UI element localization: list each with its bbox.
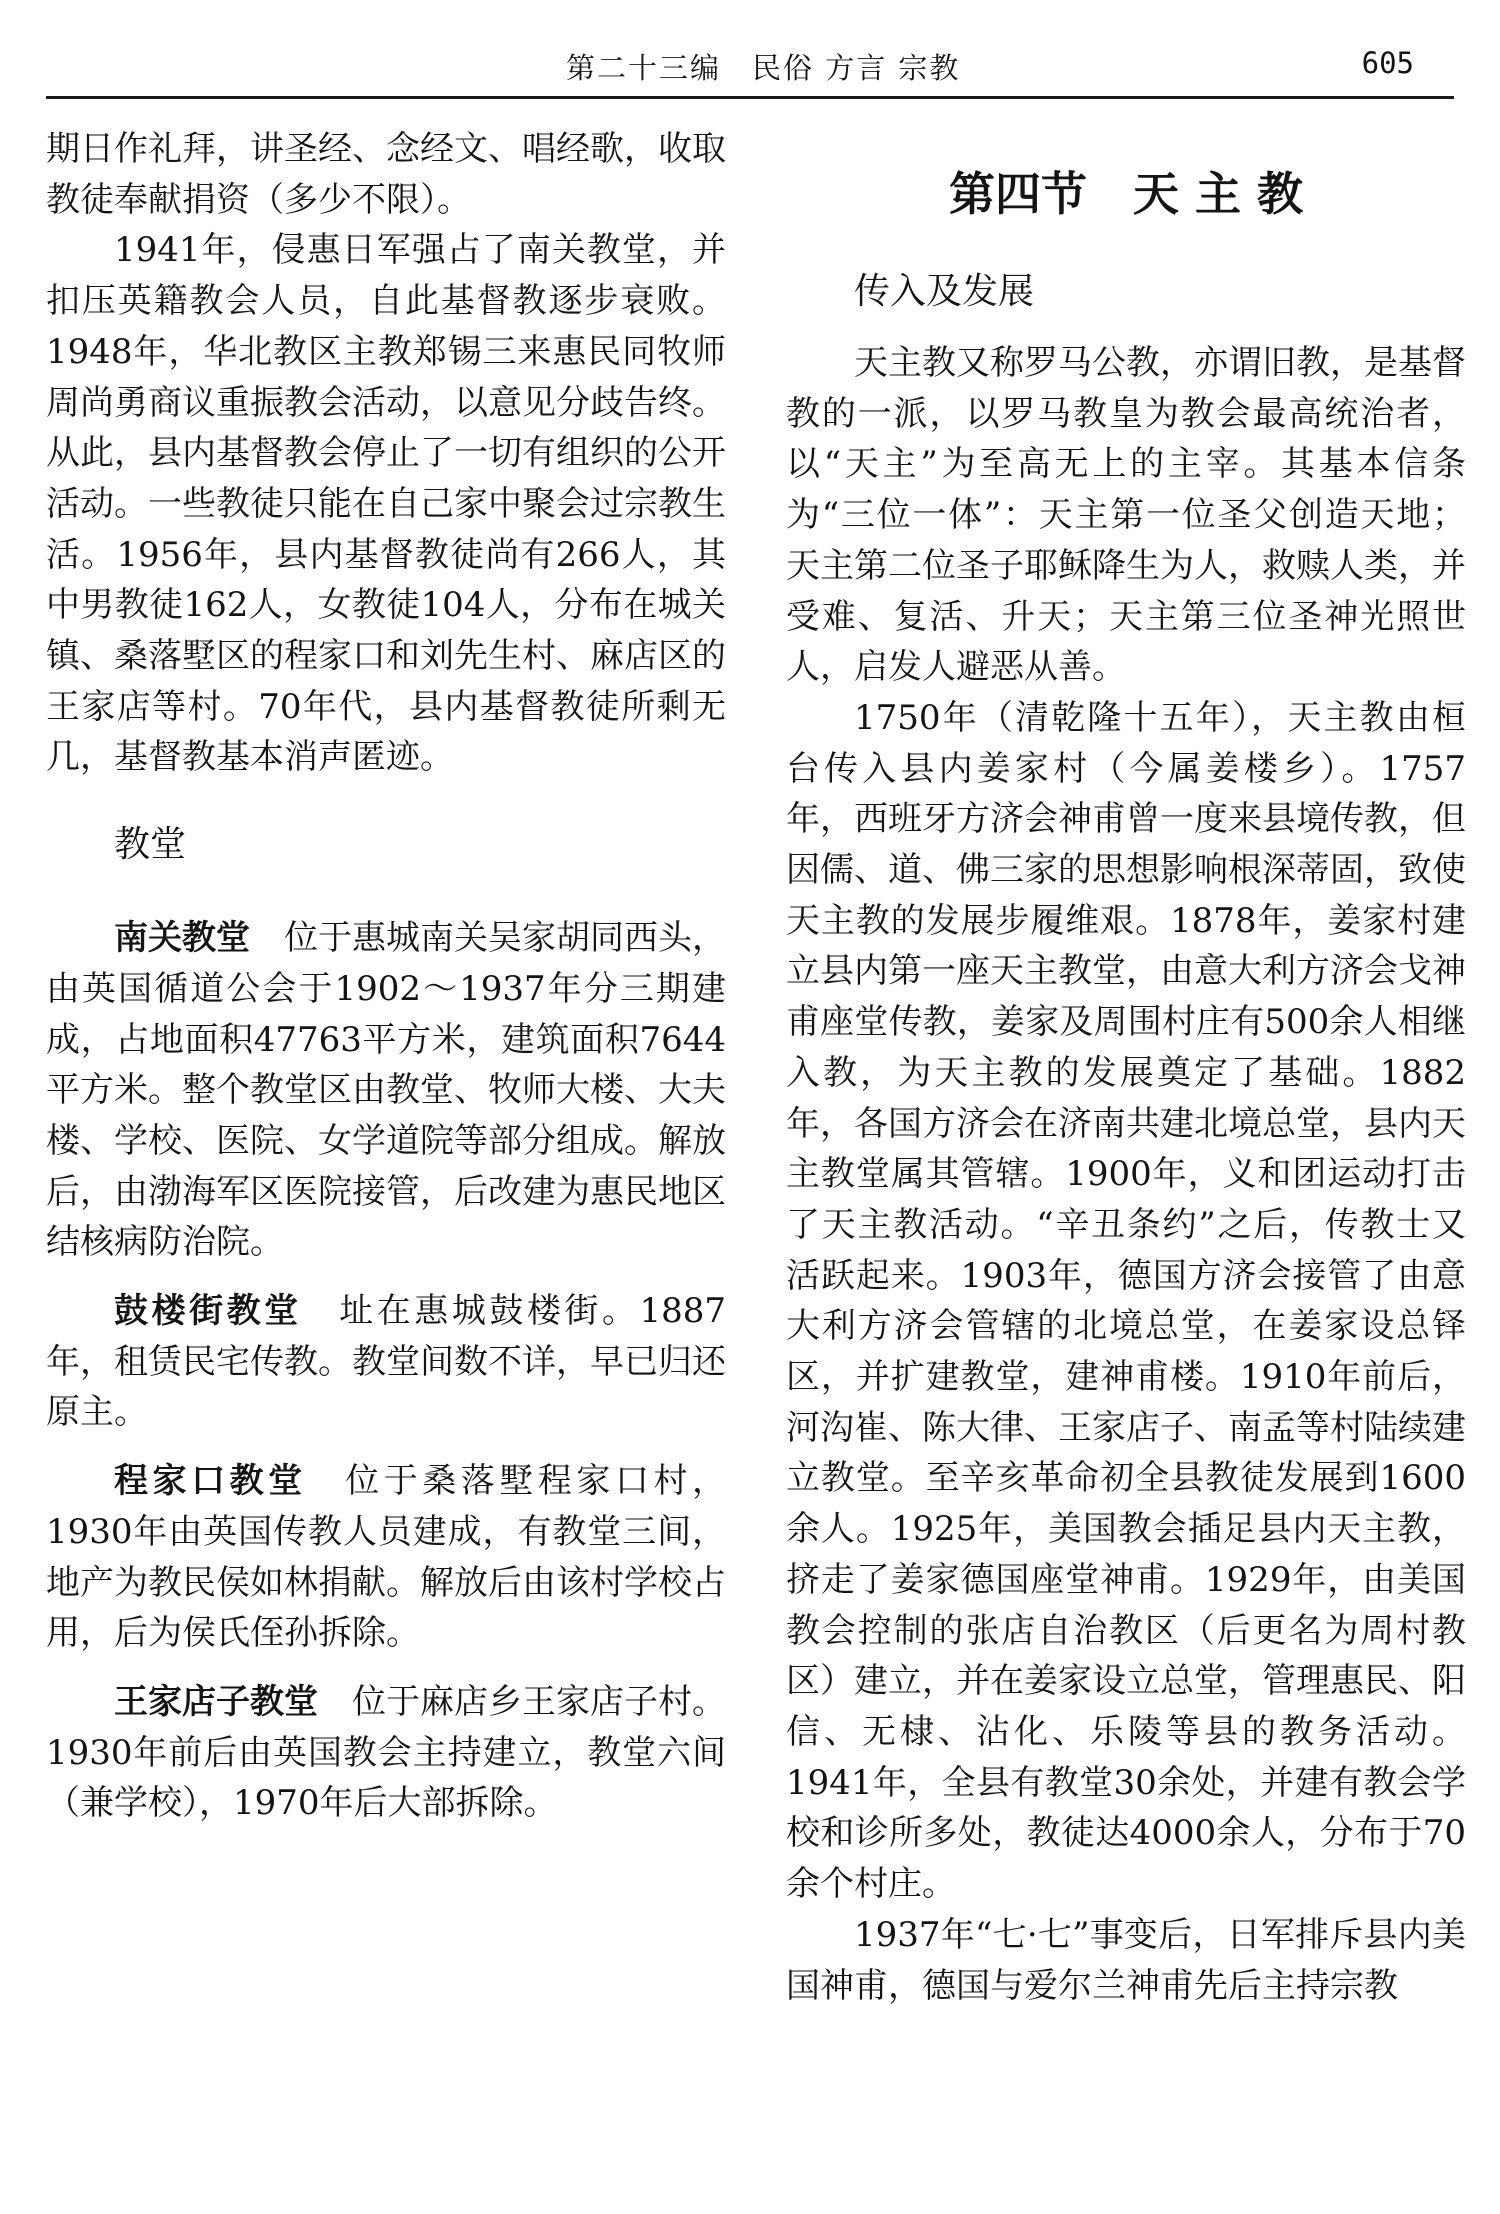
section-title: 第四节 天 主 教 [948, 167, 1304, 221]
church-name: 南关教堂 [114, 918, 250, 959]
church-name: 王家店子教堂 [114, 1681, 318, 1722]
church-entry-nanguan [46, 913, 726, 1268]
church-entry-chengjiakou [46, 1456, 726, 1659]
paragraph-definition: 天主教又称罗马公教，亦谓旧教，是基督教的一派，以罗马教皇为教会最高统治者，以“天主”为至高无上的主宰。其基本信条为“三位一体”：天主第一位圣父创造天地；天主第二位圣子耶稣降生为人，救赎人类，并受难、复活、升天；天主第三位圣神光照世人，启发人避恶从善。 [786, 343, 1466, 688]
church-name: 鼓楼街教堂 [114, 1291, 302, 1332]
church-text: 位于麻店乡王家店子村。1930年前后由英国教会主持建立，教堂六间（兼学校），1970年后大部拆除。 [46, 1681, 726, 1824]
right-column [786, 124, 1466, 2011]
subheading-introduction: 传入及发展 [854, 271, 1035, 312]
left-column [46, 124, 726, 1829]
church-entry-wangjiadianzi [46, 1677, 726, 1829]
church-text: 位于惠城南关吴家胡同西头，由英国循道公会于1902～1937年分三期建成，占地面积47763平方米，建筑面积7644平方米。整个教堂区由教堂、牧师大楼、大夫楼、学校、医院、女学道院等部分组成。解放后，由渤海军区医院接管，后改建为惠民地区结核病防治院。 [46, 918, 726, 1263]
church-entry-gulou [46, 1286, 726, 1438]
church-name: 程家口教堂 [114, 1461, 307, 1502]
page-number: 605 [1361, 46, 1414, 80]
continued-paragraph: 期日作礼拜，讲圣经、念经文、唱经歌，收取教徒奉献捐资（多少不限）。 [46, 129, 726, 220]
subheading-churches: 教堂 [114, 824, 187, 866]
paragraph-1941: 1941年，侵惠日军强占了南关教堂，并扣压英籍教会人员，自此基督教逐步衰败。1948年，华北教区主教郑锡三来惠民同牧师周尚勇商议重振教会活动，以意见分歧告终。从此，县内基督教会停止了一切有组织的公开活动。一些教徒只能在自己家中聚会过宗教生活。1956年，县内基督教徒尚有266人，其中男教徒162人，女教徒104人，分布在城关镇、桑落墅区的程家口和刘先生村、麻店区的王家店等村。70年代，县内基督教徒所剩无几，基督教基本消声匿迹。 [46, 230, 726, 778]
church-text: 址在惠城鼓楼街。1887年，租赁民宅传教。教堂间数不详，早已归还原主。 [46, 1291, 727, 1433]
church-text: 位于桑落墅程家口村，1930年由英国传教人员建成，有教堂三间，地产为教民侯如林捐献。解放后由该村学校占用，后为侯氏侄孙拆除。 [46, 1461, 727, 1654]
chapter-title: 第二十三编 民俗 方言 宗教 [566, 51, 961, 85]
header-rule [46, 96, 1454, 99]
running-header [46, 46, 1454, 96]
paragraph-1937: 1937年“七·七”事变后，日军排斥县内美国神甫，德国与爱尔兰神甫先后主持宗教 [786, 1914, 1466, 2006]
paragraph-history: 1750年（清乾隆十五年），天主教由桓台传入县内姜家村（今属姜楼乡）。1757年，西班牙方济会神甫曾一度来县境传教，但因儒、道、佛三家的思想影响根深蒂固，致使天主教的发展步履维艰。1878年，姜家村建立县内第一座天主教堂，由意大利方济会戈神甫座堂传教，姜家及周围村庄有500余人相继入教，为天主教的发展奠定了基础。1882年，各国方济会在济南共建北境总堂，县内天主教堂属其管辖。1900年，义和团运动打击了天主教活动。“辛丑条约”之后，传教士又活跃起来。1903年，德国方济会接管了由意大利方济会管辖的北境总堂，在姜家设总铎区，并扩建教堂，建神甫楼。1910年前后，河沟崔、陈大律、王家店子、南孟等村陆续建立教堂。至辛亥革命初全县教徒发展到1600余人。1925年，美国教会插足县内天主教，挤走了姜家德国座堂神甫。1929年，由美国教会控制的张店自治教区（后更名为周村教区）建立，并在姜家设立总堂，管理惠民、阳信、无棣、沾化、乐陵等县的教务活动。1941年，全县有教堂30余处，并建有教会学校和诊所多处，教徒达4000余人，分布于70余个村庄。 [786, 697, 1466, 1905]
